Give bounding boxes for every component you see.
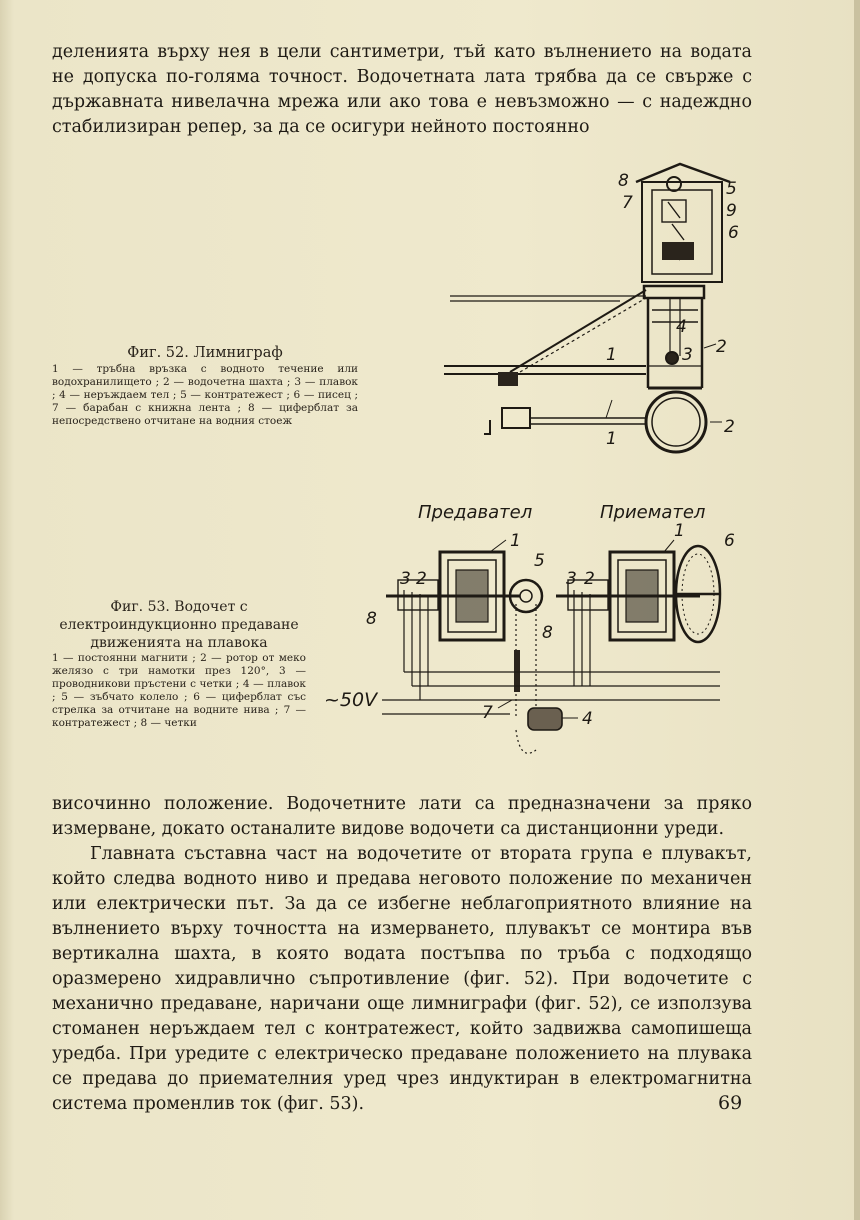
fig52-label-2-bottom: 2 (724, 417, 735, 437)
body-paragraph-top (52, 40, 752, 140)
fig52-label-4: 4 (676, 317, 687, 337)
fig53-label-6: 6 (724, 531, 735, 551)
fig52-label-8: 8 (618, 171, 629, 191)
fig53-label-8-center: 8 (542, 623, 553, 643)
fig53-label-3-left: 3 (400, 569, 411, 589)
fig52-label-7: 7 (622, 193, 633, 213)
fig53-label-7: 7 (482, 703, 493, 723)
fig53-label-1-right: 1 (674, 521, 685, 541)
figure-53-caption (52, 598, 306, 730)
fig52-label-5: 5 (726, 179, 737, 199)
fig52-label-3: 3 (682, 345, 693, 365)
paragraph-top-text: деленията върху нея в цели сантиметри, тъй като вълнението на водата не допуска по-голяма точност. Водочетната лата трябва да се свърже с държавната нивелачна мрежа или ако това е невъзможно — с надеждно стабилизиран репер, за да се осигури нейното постоянно (52, 42, 752, 137)
voltage-label: ~50V (324, 689, 378, 711)
fig53-label-5: 5 (534, 551, 545, 571)
fig53-label-2-right: 2 (584, 569, 595, 589)
fig53-label-8-left: 8 (366, 609, 377, 629)
fig52-label-1-top: 1 (606, 345, 617, 365)
fig53-label-1-left: 1 (510, 531, 521, 551)
figure-52-title: Фиг. 52. Лимниграф (127, 345, 283, 361)
fig53-label-4: 4 (582, 709, 593, 729)
fig52-label-6: 6 (728, 223, 739, 243)
figure-52-diagram (440, 160, 760, 460)
fig52-label-2-top: 2 (716, 337, 727, 357)
fig52-label-9: 9 (726, 201, 737, 221)
paragraph-2-text: Главната съставна част на водочетите от втората група е плувакът, който следва водното ниво и предава неговото положение по механичен или електрически път. За да се избегне неблагоприятното влияние на вълнението върху точността на измерването, плувакът се монтира във вертикална шахта, в която водата постъпва по тръба с подходящо оразмерено хидравлично съпротивление (фиг. 52). При водочетите с механично предаване, наричани още лимниграфи (фиг. 52), се използува стоманен неръждаем тел с контратежест, който задвижва самопишеща уредба. При уредите с електрическо предаване положението на плувака се предава до приемателния уред чрез индуктиран в електромагнитна система променлив ток (фиг. 53). (52, 844, 752, 1114)
paragraph-1-text: височинно положение. Водочетните лати са предназначени за пряко измерване, докато останалите видове водочети са дистанционни уреди. (52, 794, 752, 839)
fig53-label-2-left: 2 (416, 569, 427, 589)
receiver-label: Приемател (600, 502, 706, 523)
body-paragraph-bottom (52, 792, 752, 1117)
figure-52-legend: 1 — тръбна връзка с водното течение или водохранилището ; 2 — водочетна шахта ; 3 — плавок ; 4 — неръждаем тел ; 5 — контратежест ; 6 — писец ; 7 — барабан с книжна лента ; 8 — циферблат за непосредствено отчитане на водния стоеж (52, 363, 358, 427)
fig52-label-1-bottom: 1 (606, 429, 617, 449)
figure-52-caption (52, 344, 358, 428)
figure-53-diagram (320, 500, 740, 770)
figure-53-legend: 1 — постоянни магнити ; 2 — ротор от меко желязо с три намотки през 120°, 3 — проводникови пръстени с четки ; 4 — плавок ; 5 — зъбчато колело ; 6 — циферблат със стрелка за отчитане на водните нива ; 7 — контратежест ; 8 — четки (52, 652, 306, 729)
page-number: 69 (718, 1092, 743, 1114)
figure-53-title: Фиг. 53. Водочет с електроиндукционно предаване движенията на плавока (59, 599, 299, 651)
fig53-label-3-right: 3 (566, 569, 577, 589)
transmitter-label: Предавател (418, 502, 533, 523)
page-edge (854, 0, 860, 1220)
